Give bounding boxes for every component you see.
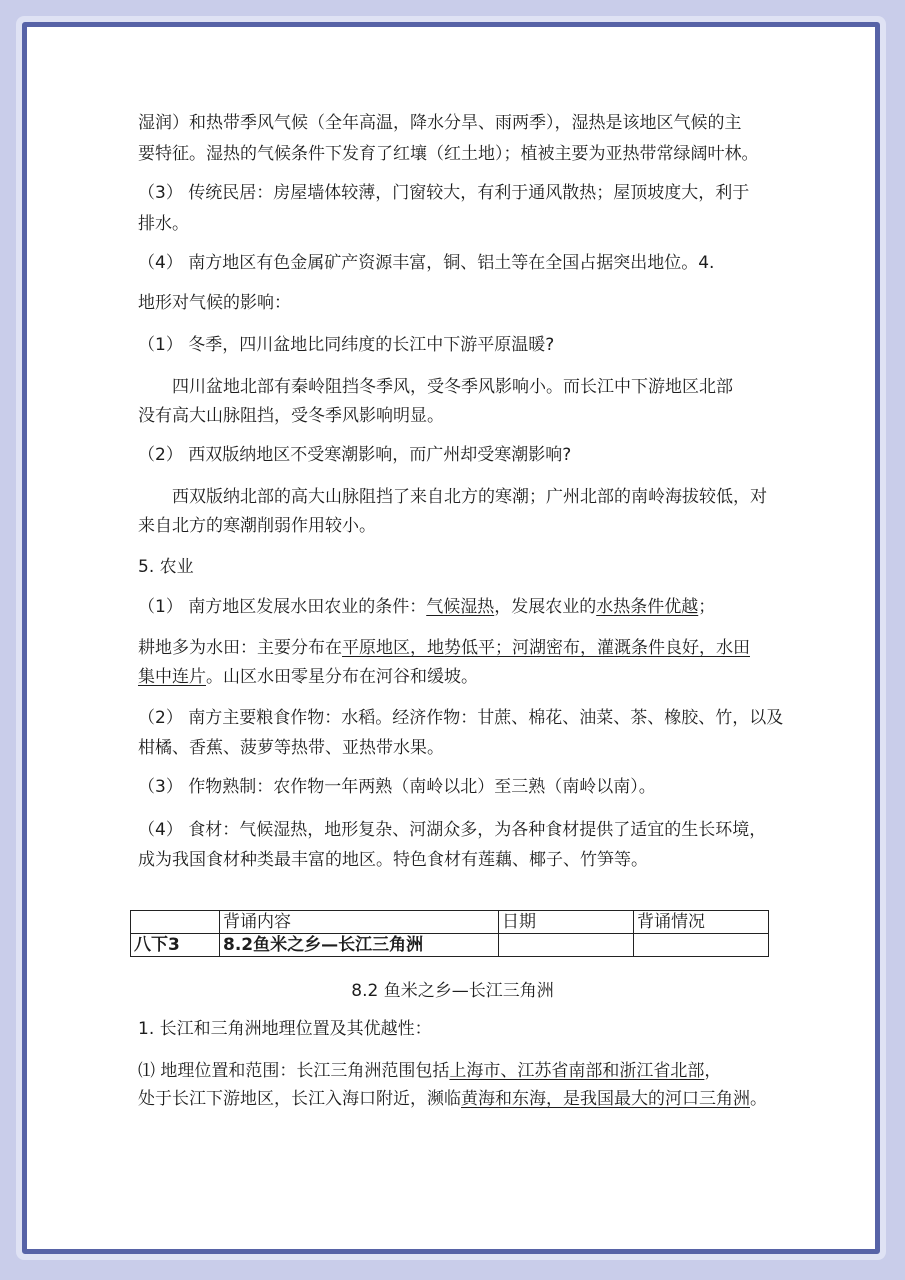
table-header-cell [131,911,220,934]
text-line: （1） 冬季，四川盆地比同纬度的长江中下游平原温暖? [138,335,555,355]
text-line: 要特征。湿热的气候条件下发育了红壤（红土地）；植被主要为亚热带常绿阔叶林。 [138,144,759,164]
text-span: 。山区水田零星分布在河谷和缓坡。 [206,667,478,687]
table-cell [634,934,769,957]
underlined-text: 水热条件优越 [596,597,699,617]
underlined-text: 集中连片 [138,667,206,687]
text-line: （3） 作物熟制：农作物一年两熟（南岭以北）至三熟（南岭以南）。 [138,777,656,797]
table-row [131,934,769,957]
underlined-text: 平原地区，地势低平；河湖密布，灌溉条件良好，水田 [342,638,750,658]
section-title: 8.2 鱼米之乡—长江三角洲 [351,981,554,1001]
text-line [138,1084,767,1115]
text-span: （1） 南方地区发展水田农业的条件： [138,597,427,617]
text-line: 四川盆地北部有秦岭阻挡冬季风，受冬季风影响小。而长江中下游地区北部 [172,377,733,397]
text-line: （3） 传统民居：房屋墙体较薄，门窗较大，有利于通风散热；屋顶坡度大，利于 [138,183,750,203]
underlined-text: 上海市、江苏省南部和浙江省北部 [449,1061,705,1081]
text-line: 西双版纳北部的高大山脉阻挡了来自北方的寒潮；广州北部的南岭海拔较低，对 [172,487,767,507]
text-line: 1. 长江和三角洲地理位置及其优越性： [138,1019,432,1039]
recitation-table [130,910,769,957]
text-span: 处于长江下游地区，长江入海口附近，濒临 [138,1089,461,1109]
text-line: 来自北方的寒潮削弱作用较小。 [138,516,376,536]
table-header-row [131,911,769,934]
text-line: （4） 食材：气候湿热，地形复杂、河湖众多，为各种食材提供了适宜的生长环境， [138,820,767,840]
text-line: 柑橘、香蕉、菠萝等热带、亚热带水果。 [138,738,444,758]
text-span: ； [698,597,716,617]
text-line: 成为我国食材种类最丰富的地区。特色食材有莲藕、椰子、竹笋等。 [138,850,648,870]
table-cell [499,934,634,957]
text-line [138,1056,721,1087]
text-span: ⑴ 地理位置和范围：长江三角洲范围包括 [138,1061,450,1081]
text-line: （4） 南方地区有色金属矿产资源丰富，铜、铝土等在全国占据突出地位。4. [138,253,715,273]
text-line: （2） 西双版纳地区不受寒潮影响，而广州却受寒潮影响? [138,445,572,465]
text-line [138,662,478,693]
text-line: （2） 南方主要粮食作物：水稻。经济作物：甘蔗、棉花、油菜、茶、橡胶、竹，以及 [138,708,784,728]
text-line: 湿润）和热带季风气候（全年高温，降水分旱、雨两季），湿热是该地区气候的主 [138,113,742,133]
underlined-text: 气候湿热 [426,597,495,617]
text-span: ，发展农业的 [494,597,597,617]
table-cell: 8.2鱼米之乡—长江三角洲 [220,934,499,957]
text-line: 地形对气候的影响： [138,293,291,313]
underlined-text: 黄海和东海，是我国最大的河口三角洲 [461,1089,750,1109]
text-span: 耕地多为水田：主要分布在 [138,638,342,658]
text-span: ， [704,1061,722,1081]
text-line [138,633,750,664]
text-span: 。 [750,1089,767,1109]
table-header-cell: 背诵情况 [634,911,769,934]
table-cell: 八下3 [131,934,220,957]
text-line [138,592,715,623]
table-header-cell: 背诵内容 [220,911,499,934]
table-header-cell: 日期 [499,911,634,934]
text-line: 没有高大山脉阻挡，受冬季风影响明显。 [138,406,444,426]
text-line: 排水。 [138,214,189,234]
text-line: 5. 农业 [138,557,194,577]
